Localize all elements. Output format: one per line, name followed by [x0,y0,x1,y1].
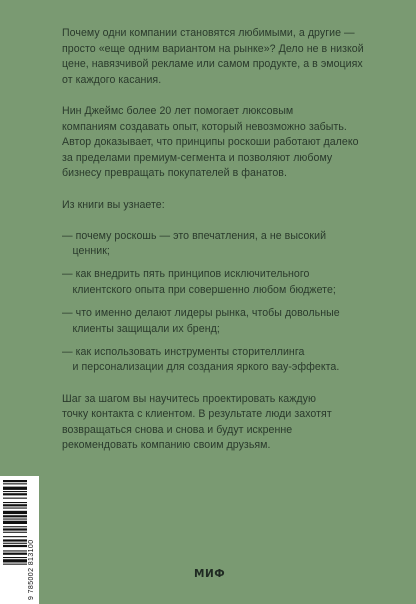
barcode-bar [3,480,27,482]
barcode-bar [3,564,27,565]
barcode-bar [3,483,27,484]
list-item [62,345,372,376]
text-line: рекомендовать компанию своим друзьям. [62,439,271,452]
barcode-bar [3,508,27,509]
barcode-bar [3,559,27,562]
text-line: Автор доказывает, что принципы роскоши работают далеко [62,136,359,149]
text-line: — что именно делают лидеры рынка, чтобы довольные [62,307,340,320]
text-line: Нин Джеймс более 20 лет помогает люксовым [62,104,294,117]
text-line: и персонализации для создания яркого вау-эффекта. [72,361,340,374]
list-item [62,306,372,337]
text-line: от каждого касания. [62,73,162,86]
barcode-bar [3,545,27,547]
barcode-bar [3,491,27,492]
text-line: ценник; [72,245,110,258]
publisher-logo: МИФ [194,568,226,580]
text-line: компаниям создавать опыт, который невозможно забыть. [62,120,347,133]
barcode-bar [3,504,27,506]
list-intro: Из книги вы узнаете: [62,198,165,211]
barcode-bar [3,550,27,551]
author-paragraph [62,104,372,182]
text-line: просто «еще одним вариантом на рынке»? Дело не в низкой [62,42,364,55]
barcode-bar [3,498,27,499]
text-line: клиентского опыта при совершенно любом бюджете; [72,284,336,296]
barcode-bar [3,543,27,544]
barcode-bar [3,526,27,527]
barcode-bar [3,487,27,490]
barcode-bar [3,519,27,520]
benefits-list [62,229,372,376]
barcode-bar [3,532,27,533]
list-item [62,267,372,298]
list-item [62,229,372,260]
text-line: — как внедрить пять принципов исключительного [62,268,310,281]
barcode-bar [3,515,27,517]
barcode-bar [3,553,27,555]
text-line: точку контакта с клиентом. В результате люди захотят [62,408,332,421]
text-line: возвращаться снова и снова и будут искренне [62,423,293,436]
barcode-bar [3,557,27,558]
barcode-bar [3,511,27,514]
barcode-bar [3,536,27,537]
text-line: Почему одни компании становятся любимыми, а другие — [62,27,355,39]
barcode-bar [3,502,27,503]
barcode-bar [3,528,27,530]
description-text [62,26,372,470]
text-line: за пределами премиум-сегмента и позволяют любому [62,151,333,164]
barcode-bar [3,493,27,495]
barcode-bar [3,539,27,541]
closing-paragraph [62,392,372,454]
intro-paragraph [62,26,372,88]
text-line: Шаг за шагом вы научитесь проектировать каждую [62,392,316,405]
text-line: клиенты защищали их бренд; [72,322,220,335]
barcode-number: 9 785002 813100 [28,539,35,600]
isbn-barcode [0,476,39,604]
barcode-bar [3,521,27,524]
text-line: цене, навязчивой рекламе или самом продукте, а в эмоциях [62,58,363,71]
text-line: бизнесу превращать покупателей в фанатов. [62,167,287,180]
text-line: — почему роскошь — это впечатления, а не высокий [62,229,327,242]
text-line: — как использовать инструменты сторителлинга [62,345,305,358]
